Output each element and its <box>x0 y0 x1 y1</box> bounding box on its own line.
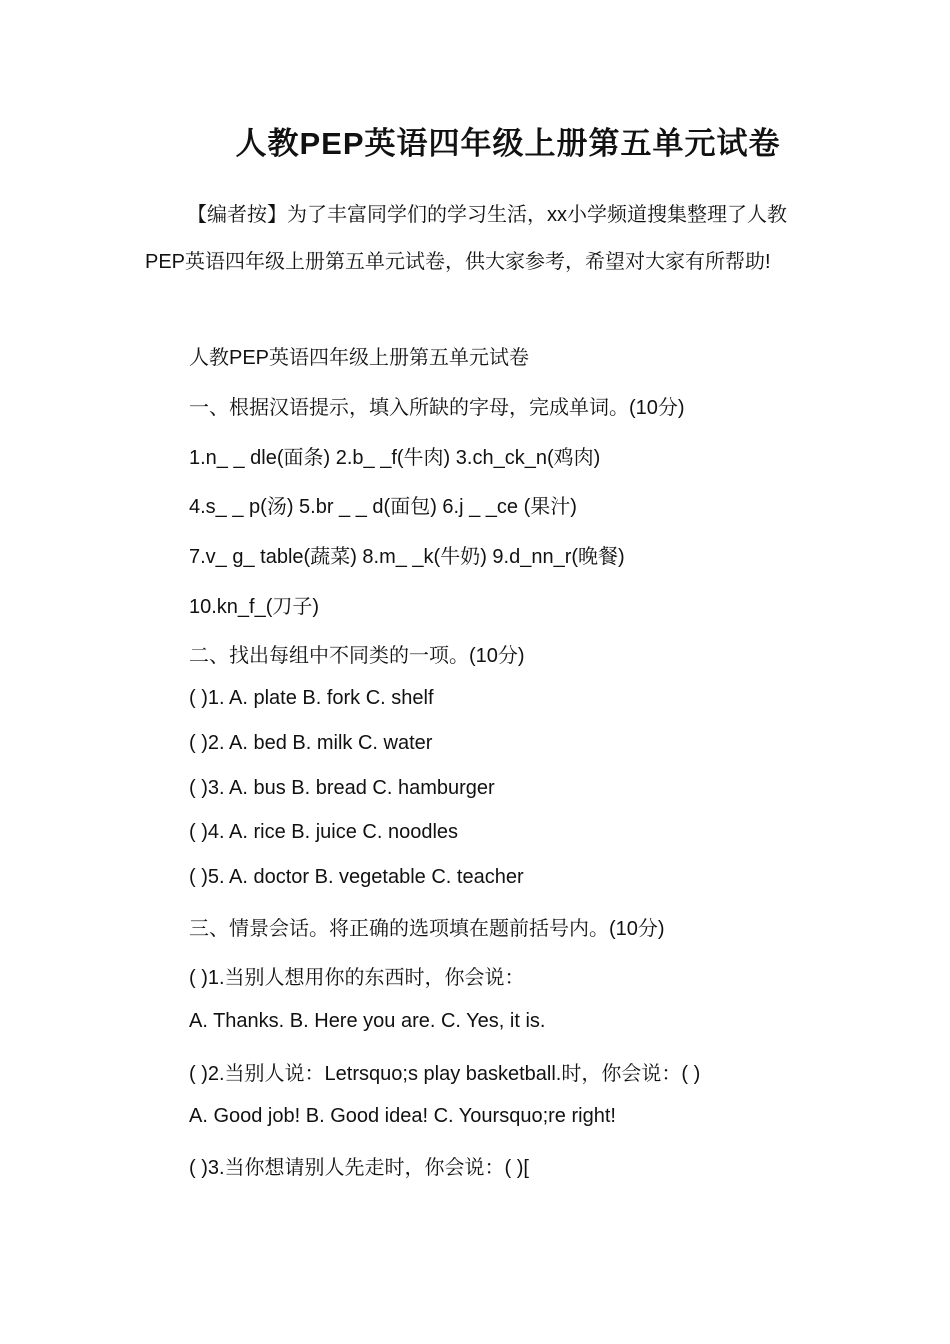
question-line: 4.s_ _ p(汤) 5.br _ _ d(面包) 6.j _ _ce (果汁) <box>189 496 577 518</box>
editor-note-paragraph: 【编者按】为了丰富同学们的学习生活，xx小学频道搜集整理了人教PEP英语四年级上册第五单元试卷，供大家参考，希望对大家有所帮助! <box>145 204 787 273</box>
section-heading-3: 三、情景会话。将正确的选项填在题前括号内。(10分) <box>189 918 665 940</box>
question-line: ( )4. A. rice B. juice C. noodles <box>189 821 459 843</box>
section-heading-1: 一、根据汉语提示，填入所缺的字母，完成单词。(10分) <box>189 397 685 419</box>
answer-options-line: A. Good job! B. Good idea! C. Yoursquo;re right! <box>189 1105 616 1127</box>
subtitle-line: 人教PEP英语四年级上册第五单元试卷 <box>189 347 530 369</box>
document-title: 人教PEP英语四年级上册第五单元试卷 <box>235 126 781 161</box>
question-line: ( )2. A. bed B. milk C. water <box>189 732 433 754</box>
question-line: ( )2.当别人说：Letrsquo;s play basketball.时，你会说：( ) <box>189 1063 701 1085</box>
answer-options-line: A. Thanks. B. Here you are. C. Yes, it is. <box>189 1010 546 1032</box>
question-line: ( )5. A. doctor B. vegetable C. teacher <box>189 866 524 888</box>
question-line: ( )1. A. plate B. fork C. shelf <box>189 687 434 709</box>
question-line: ( )3.当你想请别人先走时，你会说：( )[ <box>189 1157 529 1179</box>
section-heading-2: 二、找出每组中不同类的一项。(10分) <box>189 645 525 667</box>
question-line: 7.v_ g_ table(蔬菜) 8.m_ _k(牛奶) 9.d_nn_r(晚餐) <box>189 546 625 568</box>
question-line: 10.kn_f_(刀子) <box>189 596 320 618</box>
question-line: 1.n_ _ dle(面条) 2.b_ _f(牛肉) 3.ch_ck_n(鸡肉) <box>189 447 601 469</box>
question-line: ( )1.当别人想用你的东西时，你会说： <box>189 967 525 989</box>
question-line: ( )3. A. bus B. bread C. hamburger <box>189 777 495 799</box>
